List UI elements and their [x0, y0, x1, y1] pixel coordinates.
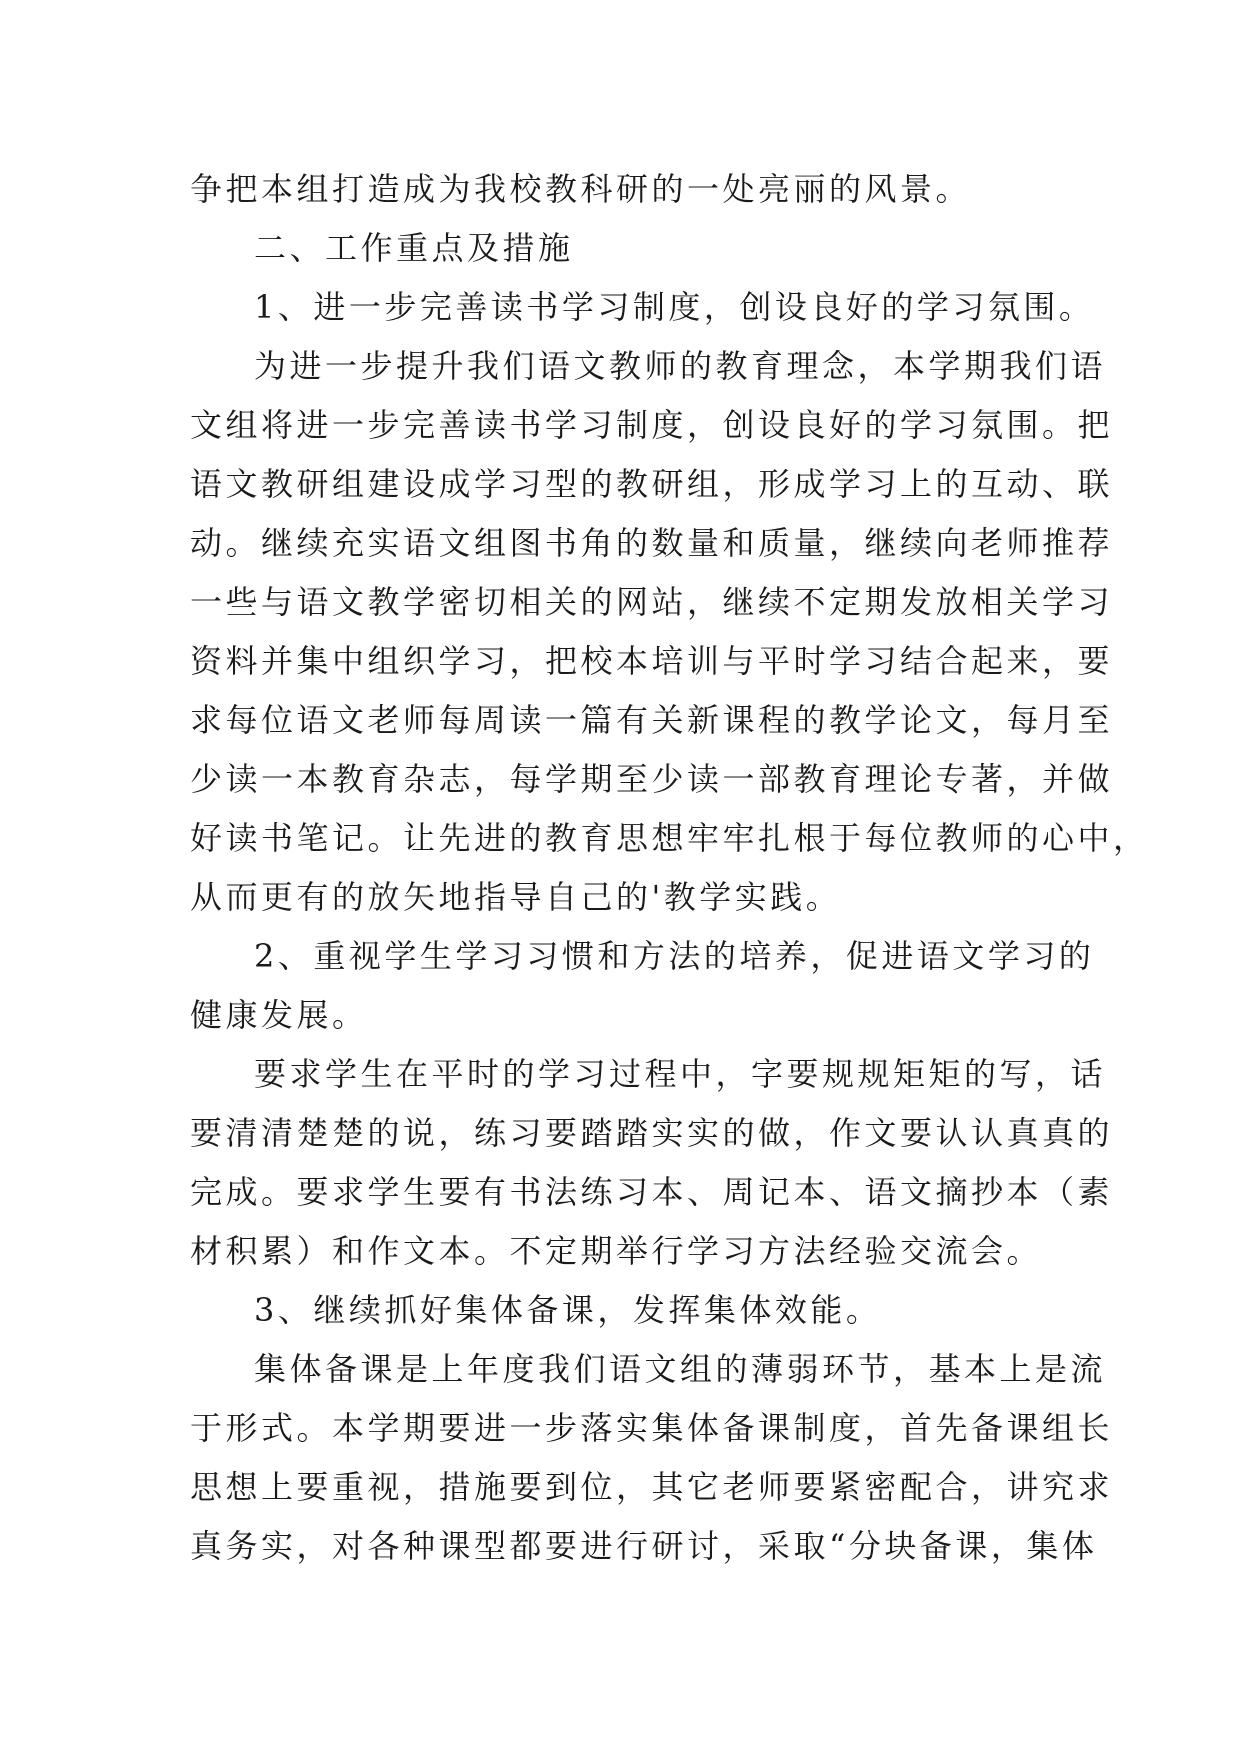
text-line: 资料并集中组织学习，把校本培训与平时学习结合起来，要: [190, 642, 1114, 680]
text-line: 健康发展。: [190, 996, 368, 1034]
document-body: [190, 160, 1149, 1576]
text-line: 从而更有的放矢地指导自己的'教学实践。: [190, 878, 842, 916]
text-line: 动。继续充实语文组图书角的数量和质量，继续向老师推荐: [190, 524, 1114, 562]
text-line: 于形式。本学期要进一步落实集体备课制度，首先备课组长: [190, 1409, 1114, 1447]
text-line: 真务实，对各种课型都要进行研讨，采取“分块备课，集体: [190, 1527, 1098, 1565]
text-line: 材积累）和作文本。不定期举行学习方法经验交流会。: [190, 1232, 1043, 1270]
text-line: 思想上要重视，措施要到位，其它老师要紧密配合，讲究求: [190, 1468, 1114, 1506]
subheading: 3、继续抓好集体备课，发挥集体效能。: [254, 1291, 882, 1329]
text-line: 要求学生在平时的学习过程中，字要规规矩矩的写，话: [254, 1055, 1107, 1093]
text-line: 少读一本教育杂志，每学期至少读一部教育理论专著，并做: [190, 760, 1114, 798]
text-line: 完成。要求学生要有书法练习本、周记本、语文摘抄本（素: [190, 1173, 1114, 1211]
text-line: 要清清楚楚的说，练习要踏踏实实的做，作文要认认真真的: [190, 1114, 1114, 1152]
text-line: 争把本组打造成为我校教科研的一处亮丽的风景。: [190, 170, 972, 208]
text-line: 集体备课是上年度我们语文组的薄弱环节，基本上是流: [254, 1350, 1107, 1388]
text-line: 好读书笔记。让先进的教育思想牢牢扎根于每位教师的心中，: [190, 819, 1149, 857]
text-line: 语文教研组建设成学习型的教研组，形成学习上的互动、联: [190, 465, 1114, 503]
text-line: 文组将进一步完善读书学习制度，创设良好的学习氛围。把: [190, 406, 1114, 444]
subheading: 1、进一步完善读书学习制度，创设良好的学习氛围。: [254, 288, 1095, 326]
section-heading: 二、工作重点及措施: [254, 229, 574, 267]
text-line: 求每位语文老师每周读一篇有关新课程的教学论文，每月至: [190, 701, 1114, 739]
subheading: 2、重视学生学习习惯和方法的培养，促进语文学习的: [254, 937, 1095, 975]
text-line: 一些与语文教学密切相关的网站，继续不定期发放相关学习: [190, 583, 1114, 621]
text-line: 为进一步提升我们语文教师的教育理念，本学期我们语: [254, 347, 1107, 385]
